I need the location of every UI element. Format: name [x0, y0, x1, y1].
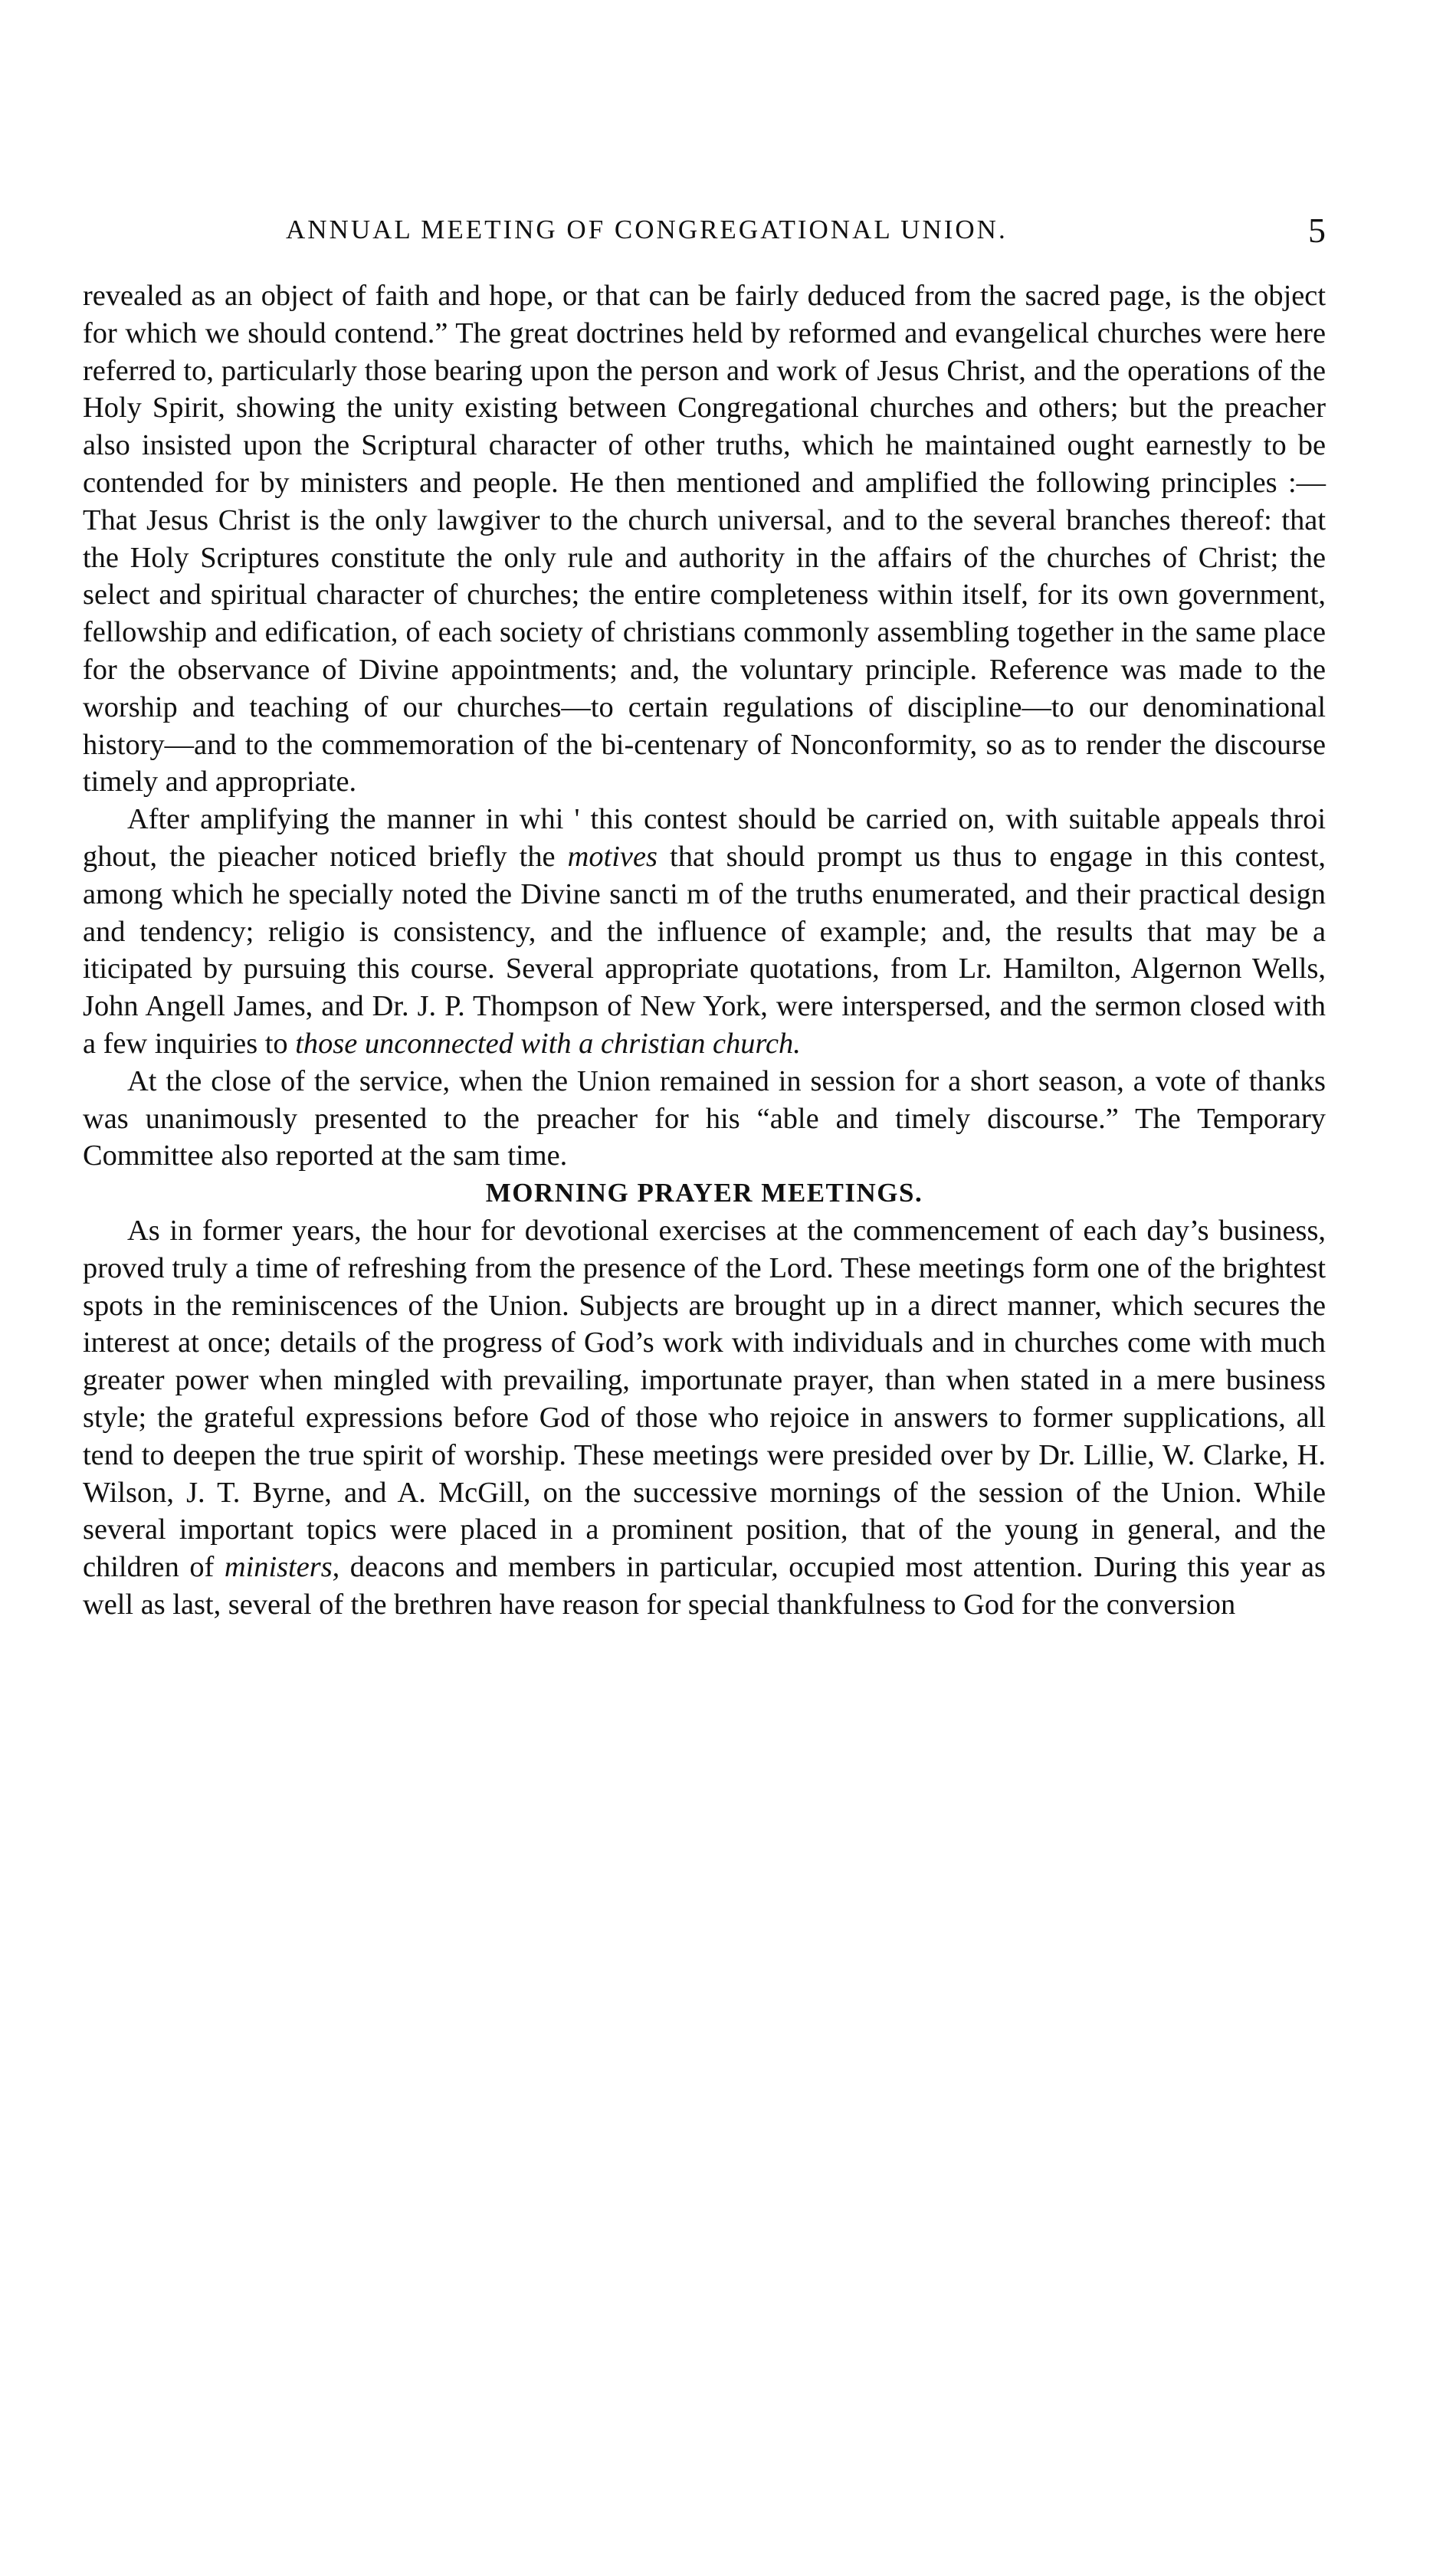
paragraph-doctrines — [83, 277, 1326, 801]
body-text — [83, 277, 1326, 1624]
page-number: 5 — [1308, 211, 1326, 250]
paragraph-vote-of-thanks — [83, 1063, 1326, 1175]
running-title: ANNUAL MEETING OF CONGREGATIONAL UNION. — [286, 215, 1008, 244]
text-run: After amplifying the manner in whi ' this contest should be carried on, with suitable appeals throi ghout, the pieacher noticed briefly the — [83, 803, 1326, 873]
text-run: deacons and members in particular, occupied most attention. During this year as well as last, several of the brethren have reason for special thankfulness to God for the conversion — [83, 1551, 1326, 1621]
section-heading: MORNING PRAYER MEETINGS. — [485, 1178, 923, 1208]
running-header — [83, 211, 1326, 261]
text-run: revealed as an object of faith and hope, or that can be fairly deduced from the sacred page, is the object for which we should contend.” The great doctrines held by reformed and evangelical churches were here referred to, particularly those bearing upon the person and work of Jesus Christ, and the operations of the Holy Spirit, showing the unity existing between Congregational churches and others; but the preacher also insisted upon the Scriptural character of other truths, which he maintained ought earnestly to be contended for by ministers and people. He then mentioned and amplified the following principles :—That Jesus Christ is the only lawgiver to the church universal, and to the several branches thereof: that the Holy Scriptures constitute the only rule and authority in the affairs of the churches of Christ; the select and spiritual character of churches; the entire completeness within itself, for its own government, fellowship and edification, of each society of christians commonly assembling together in the same place for the observance of Divine appointments; and, the voluntary principle. Reference was made to the worship and teaching of our churches—to certain regulations of discipline—to our denominational history—and to the commemoration of the bi-centenary of Nonconformity, so as to render the discourse timely and appropriate. — [83, 280, 1326, 798]
paragraph-motives — [83, 801, 1326, 1063]
italic-text-run: ministers, — [224, 1551, 340, 1584]
document-page — [83, 211, 1326, 1624]
paragraph-prayer-meetings — [83, 1212, 1326, 1624]
text-run: that should prompt us thus to engage in this contest, among which he specially noted the Divine sancti m of the truths enumerated, and their practical design and tendency; religio is consistency, and the influence of example; and, the results that may be a iticipated by pursuing this course. Several appropriate quotations, from Lr. Hamilton, Algernon Wells, John Angell James, and Dr. J. P. Thompson of New York, were interspersed, and the sermon closed with a few inquiries to — [83, 840, 1326, 1060]
text-run: At the close of the service, when the Union remained in session for a short season, a vote of thanks was unanimously presented to the preacher for his “able and timely discourse.” The Temporary Committee also reported at the sam time. — [83, 1064, 1326, 1172]
italic-text-run: those unconnected with a christian church. — [295, 1027, 801, 1060]
text-run: As in former years, the hour for devotional exercises at the commencement of each day’s business, proved truly a time of refreshing from the presence of the Lord. These meetings form one of the brightest spots in the reminiscences of the Union. Subjects are brought up in a direct manner, which secures the interest at once; details of the progress of God’s work with individuals and in churches come with much greater power when mingled with prevailing, importunate prayer, than when stated in a mere business style; the grateful expressions before God of those who rejoice in answers to former supplications, all tend to deepen the true spirit of worship. These meetings were presided over by Dr. Lillie, W. Clarke, H. Wilson, J. T. Byrne, and A. McGill, on the successive mornings of the session of the Union. While several important topics were placed in a prominent position, that of the young in general, and the children of — [83, 1214, 1326, 1584]
italic-text-run: motives — [567, 840, 657, 873]
